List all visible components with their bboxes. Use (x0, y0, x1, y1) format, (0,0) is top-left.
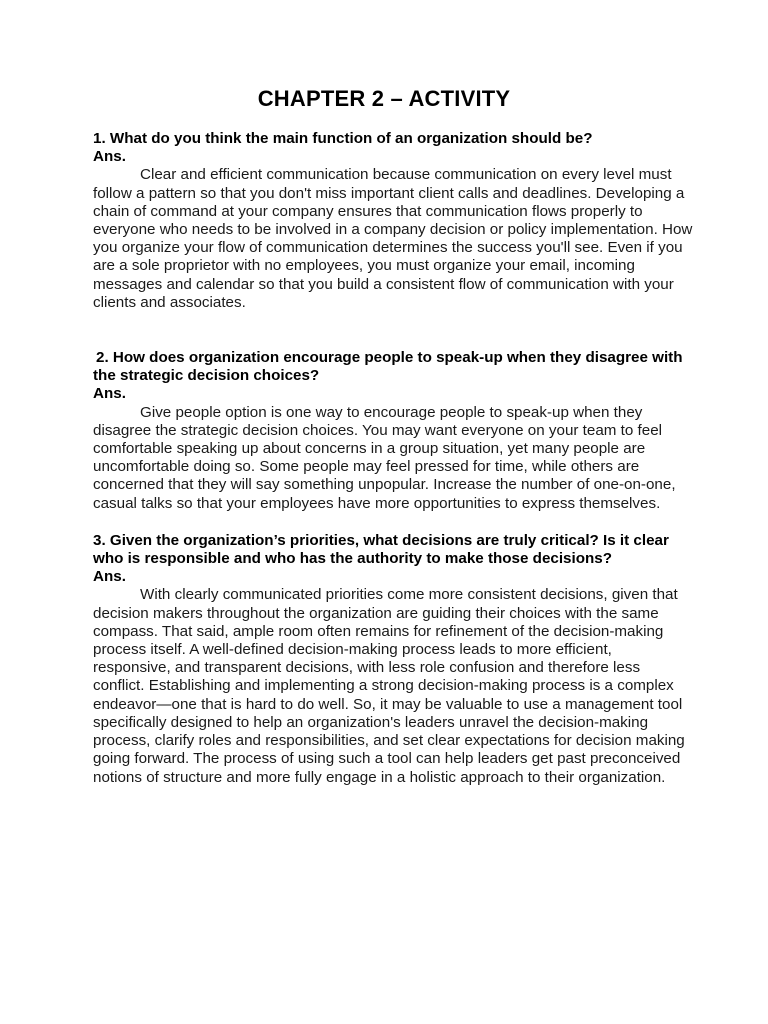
answer-3: With clearly communicated priorities come more consistent decisions, given that decision makers throughout the organization are guiding their choices with the same compass. That said, ample room often remains for refinement of the decision-making process itself. A well-defined decision-making process leads to more efficient, responsive, and transparent decisions, with less role confusion and therefore less conflict. Establishing and implementing a strong decision-making process is a complex endeavor—one that is hard to do well. So, it may be valuable to use a management tool specifically designed to help an organization's leaders unravel the decision-making process, clarify roles and responsibilities, and set clear expectations for decision making going forward. The process of using such a tool can help leaders get past preconceived notions of structure and more fully engage in a holistic approach to their organization. (93, 586, 685, 786)
page-title: CHAPTER 2 – ACTIVITY (257, 86, 511, 111)
question-2: 2. How does organization encourage people to speak-up when they disagree with the strategic decision choices? (93, 349, 683, 385)
answer-2: Give people option is one way to encourage people to speak-up when they disagree the strategic decision choices. You may want everyone on your team to feel comfortable speaking up about concerns in a group situation, yet many people are uncomfortable doing so. Some people may feel pressed for time, while others are concerned that they will say something unpopular. Increase the number of one-on-one, casual talks so that your employees have more opportunities to express themselves. (93, 403, 676, 512)
answer-1: Clear and efficient communication because communication on every level must follow a pattern so that you don't miss important client calls and deadlines. Developing a chain of command at your company ensures that communication flows properly to everyone who needs to be involved in a company decision or policy implementation. How you organize your flow of communication determines the success you'll see. Even if you are a sole proprietor with no employees, you must organize your email, incoming messages and calendar so that you build a consistent flow of communication with your clients and associates. (93, 166, 693, 311)
section-2 (93, 349, 693, 513)
ans-label-2: Ans. (93, 385, 126, 403)
question-3: 3. Given the organization’s priorities, what decisions are truly critical? Is it clear who is responsible and who has the authority to make those decisions? (93, 531, 669, 568)
section-3 (93, 532, 693, 787)
question-1: 1. What do you think the main function of an organization should be? (93, 130, 593, 147)
section-1 (93, 130, 693, 312)
document-body (93, 130, 693, 787)
ans-label-1: Ans. (93, 148, 126, 166)
ans-label-3: Ans. (93, 568, 126, 586)
